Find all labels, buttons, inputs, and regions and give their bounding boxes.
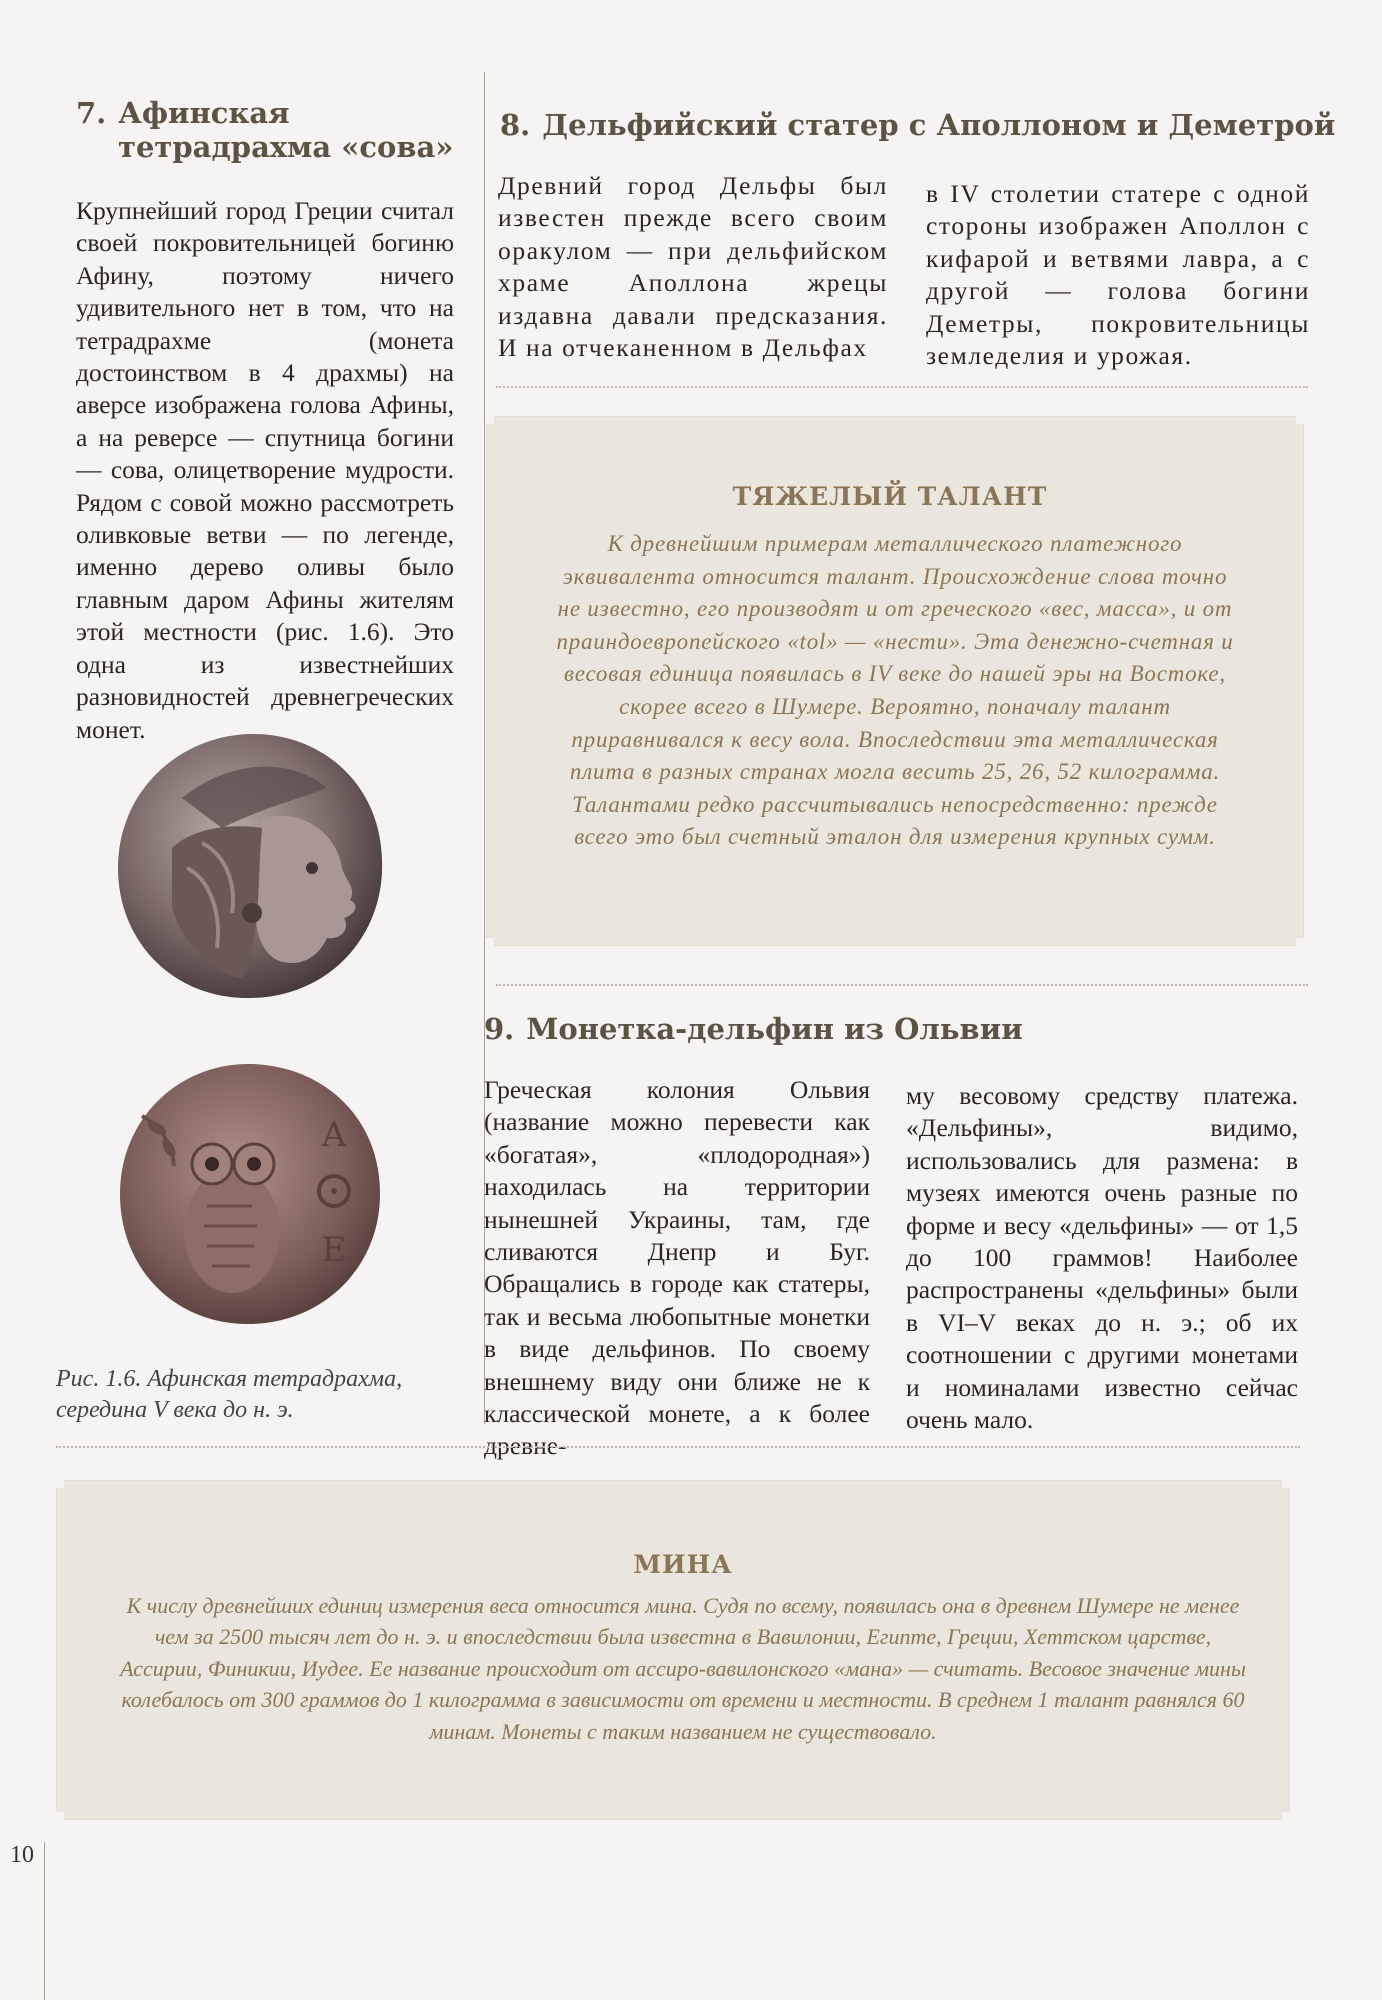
mina-box-title: МИНА (633, 1550, 733, 1579)
separator-2 (496, 984, 1308, 986)
talent-box-text: К древнейшим примерам металлического платежного эквивалента относится талант. Происхождение слова точно не известно, его производят и от греческого «вес, масса», и от праиндоевропейского «tol» — «нести». Эта денежно-счетная и весовая единица появилась в IV веке до нашей эры на Востоке, скорее всего в Шумере. Вероятно, поначалу талант приравнивался к весу вола. Впоследствии эта металлическая плита в разных странах могла весить 25, 26, 52 килограмма. Талантами редко рассчитывались непосредственно: прежде всего это был счетный эталон для измерения крупных сумм. (556, 531, 1234, 850)
mina-box (56, 1480, 1290, 1820)
figure-caption-line1: Рис. 1.6. Афинская тетрадрахма, (56, 1366, 403, 1392)
section-8-heading (500, 108, 1360, 142)
section-7-title-line1: Афинская (118, 96, 290, 130)
section-7-number: 7. (76, 96, 107, 130)
section-7 (76, 96, 456, 164)
section-8-number: 8. (500, 108, 531, 142)
owl-coin-image (112, 1056, 388, 1332)
figure-caption-line2: середина V века до н. э. (56, 1397, 294, 1423)
section-9-body-col2: му весовому средству платежа. «Дельфины», видимо, использовались для размена: в музеях имеются очень разные по форме и весу «дельфины» — от 1,5 до 100 граммов! Наиболее распространены «дельфины» были в VI–V веках до н. э.; об их соотношении с другими монетами и номиналами известно сейчас очень мало. (906, 1081, 1298, 1435)
talent-box-title: ТЯЖЕЛЫЙ ТАЛАНТ (732, 482, 1048, 511)
page-number: 10 (10, 1842, 34, 1868)
section-7-body: Крупнейший город Греции считал своей покровительницей богиню Афину, поэтому ничего удивительного нет в том, что на тетрадрахме (монета достоинством в 4 драхмы) на аверсе изображена голова Афины, а на реверсе — спутница богини — сова, олицетворение мудрости. Рядом с совой можно рассмотреть оливковые ветви — по легенде, именно дерево оливы было главным даром Афины жителям этой местности (рис. 1.6). Это одна из известнейших разновидностей древнегреческих монет. (76, 196, 454, 744)
section-8-body-col2: в IV столетии статере с одной стороны изображен Аполлон с кифарой и ветвями лавра, а с другой — голова богини Деметры, покровительницы земледелия и урожая. (926, 179, 1310, 371)
coin-letter-alpha: Α (321, 1115, 347, 1155)
section-8-title: Дельфийский статер с Аполлоном и Деметрой (542, 108, 1336, 142)
figure-caption (56, 1364, 456, 1426)
coin-reverse-owl (112, 1056, 388, 1332)
separator-1 (496, 386, 1308, 388)
section-9-body-col1: Греческая колония Ольвия (название можно перевести как «богатая», «плодородная») находилась на территории нынешней Украины, там, где сливаются Днепр и Буг. Обращались в городе как статеры, так и весьма любопытные монетки в виде дельфинов. По своему внешнему виду они ближе не к классической монете, а к более древне- (484, 1075, 870, 1461)
section-9-title: Монетка-дельфин из Ольвии (526, 1012, 1023, 1046)
section-7-heading (76, 96, 456, 164)
section-9-number: 9. (484, 1012, 515, 1046)
section-8-body-col1: Древний город Дельфы был известен прежде всего своим оракулом — при дельфийском храме Аполлона жрецы издавна давали предсказания. И на отчеканенном в Дельфах (498, 171, 888, 363)
section-7-title-line2: тетрадрахма «сова» (118, 130, 454, 164)
coin-obverse-athena (112, 728, 388, 1004)
athena-head-coin-image (112, 728, 388, 1004)
coin-letter-epsilon: Ε (321, 1230, 347, 1270)
separator-3 (56, 1446, 1300, 1448)
page-number-rule (44, 1842, 45, 2000)
talent-box (486, 416, 1304, 946)
section-9-heading (484, 1012, 1304, 1046)
mina-box-text: К числу древнейших единиц измерения веса относится мина. Судя по всему, появилась она в древнем Шумере не менее чем за 2500 тысяч лет до н. э. и впоследствии была известна в Вавилонии, Египте, Греции, Хеттском царстве, Ассирии, Финикии, Иудее. Ее название происходит от ассиро-вавилонского «мана» — считать. Весовое значение мины колебалось от 300 граммов до 1 килограмма в зависимости от времени и местности. В среднем 1 талант равнялся 60 минам. Монеты с таким названием не существовало. (120, 1593, 1246, 1744)
